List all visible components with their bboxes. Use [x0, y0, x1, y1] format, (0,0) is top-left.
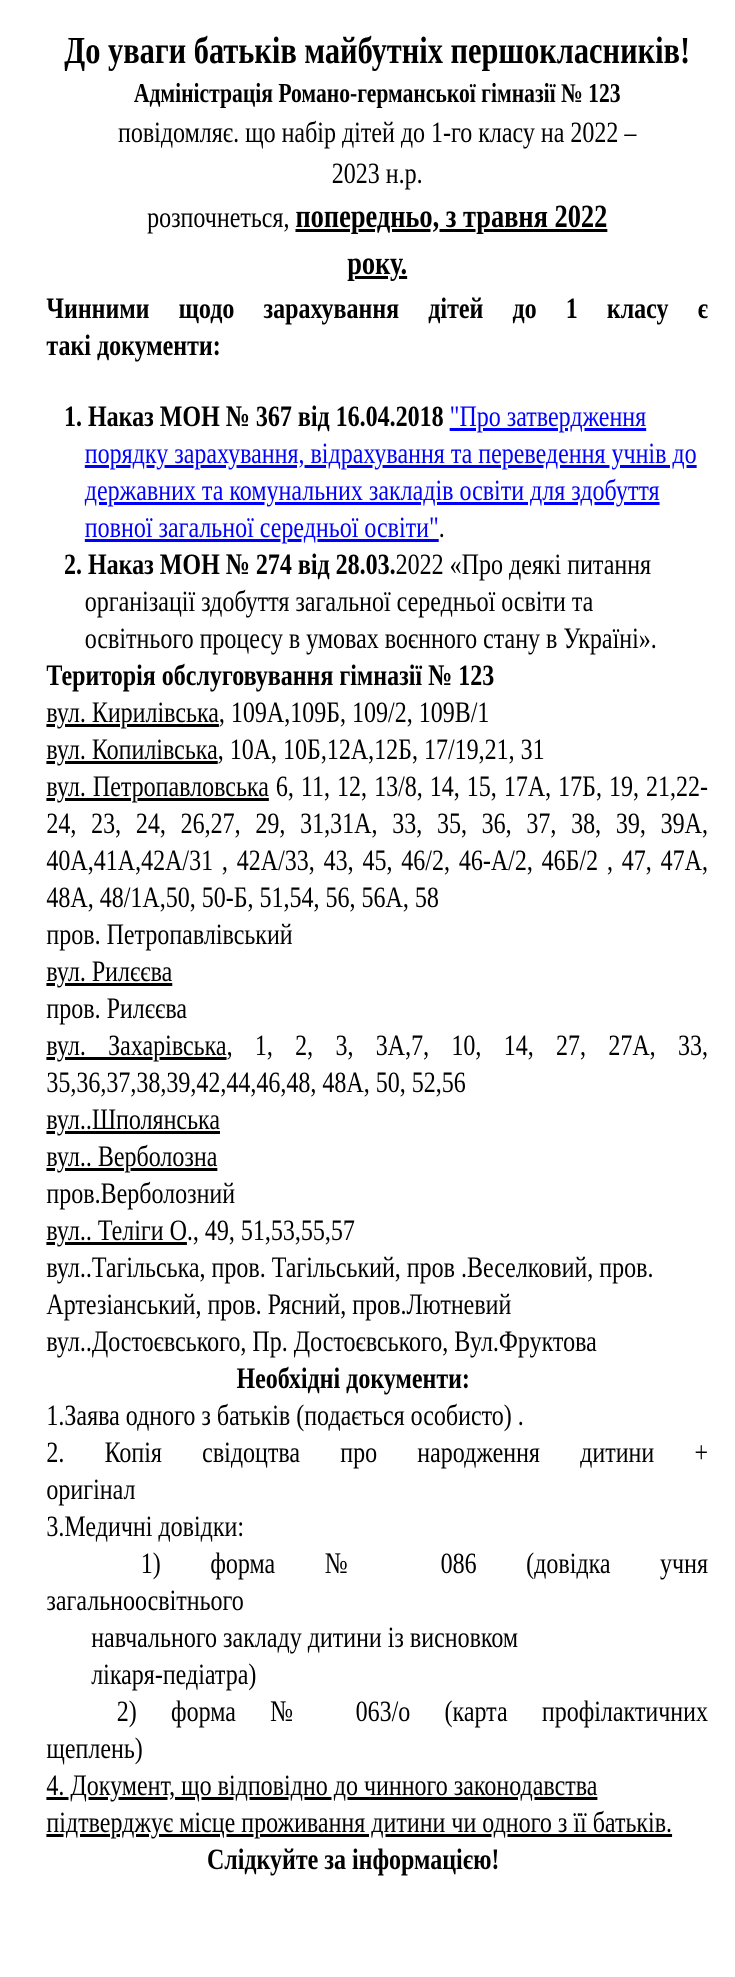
street-name: вул.. Верболозна [46, 1140, 218, 1173]
start-date-line-2 [46, 241, 708, 288]
document-content [0, 28, 735, 1878]
document-line: лікаря-педіатра) [91, 1658, 257, 1691]
street-line [46, 916, 708, 953]
documents-heading: Необхідні документи: [236, 1362, 470, 1395]
order-number: 1. [64, 400, 82, 433]
document-line: 3.Медичні довідки: [46, 1510, 245, 1543]
street-numbers: , 1, 2, 3, 3А,7, 10, 14, 27, 27А, 33, 35,36,37,38,39,42,44,46,48, 48А, 50, 52,56 [46, 1029, 708, 1099]
intro-line-2: такі документи: [46, 329, 221, 362]
order-367-link[interactable]: "Про затвердження порядку зарахування, відрахування та переведення учнів до державних та комунальних закладів освіти для здобуття повної загальної середньої освіти" [84, 400, 697, 544]
street-numbers: пров. Рилєєва [46, 992, 188, 1025]
street-line [46, 1138, 708, 1175]
announce-line-2: 2023 н.р. [331, 157, 423, 190]
street-numbers: пров.Верболозний [46, 1177, 236, 1210]
street-line [46, 694, 708, 731]
street-line [46, 1101, 708, 1138]
street-numbers: 6, 11, 12, 13/8, 14, 15, 17А, 17Б, 19, 21,22-24, 23, 24, 26,27, 29, 31,31А, 33, 35, 36, 37, 38, 39, 39А, 40А,41А,42А/31 , 42А/33, 43, 45, 46/2, 46-А/2, 46Б/2 , 47, 47А, 48А, 48/1А,50, 50-Б, 51,54, 56, 56А, 58 [46, 770, 708, 914]
territory-heading: Територія обслуговування гімназії № 123 [46, 659, 495, 692]
document-item-4: 4. Документ, що відповідно до чинного законодавства підтверджує місце проживання дитини чи одного з її батьків. [46, 1769, 673, 1839]
street-name: вул.. Теліги О [46, 1214, 187, 1247]
document-line: 2) форма № 063/о (карта профілактичних [116, 1695, 709, 1728]
document-line: 1) форма № 086 (довідка учня [140, 1547, 709, 1580]
street-numbers: ., 49, 51,53,55,57 [186, 1214, 355, 1247]
footer-note: Слідкуйте за інформацією! [206, 1843, 500, 1876]
order-274-title: Наказ МОН № 274 від 28.03. [88, 548, 396, 581]
street-name: вул. Рилєєва [46, 955, 173, 988]
street-line [46, 731, 708, 768]
street-name: вул. Кирилівська [46, 696, 219, 729]
intro-line-1: Чинними щодо зарахування дітей до 1 класу є [46, 292, 708, 325]
street-name: вул. Копилівська [46, 733, 218, 766]
street-line [46, 1027, 708, 1101]
street-line [46, 1323, 708, 1360]
document-line: навчального закладу дитини із висновком [91, 1621, 519, 1654]
document-line: загальноосвітнього [46, 1584, 244, 1617]
street-line [46, 1175, 708, 1212]
order-number: 2. [64, 548, 82, 581]
documents-list [46, 1397, 708, 1767]
streets-list [46, 694, 708, 1360]
order-367-title: Наказ МОН № 367 від 16.04.2018 [88, 400, 450, 433]
announce-line-1: повідомляє. що набір дітей до 1-го класу на 2022 – [118, 116, 637, 149]
street-line [46, 1212, 708, 1249]
street-line [46, 953, 708, 990]
start-date-emphasis: попередньо, з травня 2022 [295, 199, 608, 235]
start-prefix: розпочнеться, [147, 201, 296, 234]
street-numbers: , 109А,109Б, 109/2, 109В/1 [218, 696, 490, 729]
street-numbers: , 10А, 10Б,12А,12Б, 17/19,21, 31 [217, 733, 545, 766]
street-line [46, 1249, 708, 1323]
document-line: щеплень) [46, 1732, 143, 1765]
orders-list [46, 398, 708, 657]
street-name: вул. Петропавловська [46, 770, 269, 803]
document-line: оригінал [46, 1473, 136, 1506]
page-subtitle: Адміністрація Романо-германської гімназії № 123 [133, 78, 621, 108]
order-274-text: 2022 «Про деякі питання організації здобуття загальної середньої освіти та освітнього процесу в умовах воєнного стану в Україні». [84, 548, 657, 655]
street-numbers: пров. Петропавлівський [46, 918, 293, 951]
start-date-emphasis-2: року. [347, 246, 408, 282]
order-item-367 [46, 398, 708, 546]
street-name: вул. Захарівська [46, 1029, 227, 1062]
street-line [46, 768, 708, 916]
order-item-274 [46, 546, 708, 657]
document-line: 2. Копія свідоцтва про народження дитини + [46, 1436, 708, 1469]
street-name: вул..Шполянська [46, 1103, 220, 1136]
street-numbers: вул..Тагільська, пров. Тагільський, пров .Веселковий, пров. Артезіанський, пров. Рясний, пров.Лютневий [46, 1251, 654, 1321]
street-numbers: вул..Достоєвського, Пр. Достоєвського, Вул.Фруктова [46, 1325, 597, 1358]
document-line: 1.Заява одного з батьків (подається особисто) . [46, 1399, 524, 1432]
page-title: До уваги батьків майбутніх першокласників! [64, 30, 691, 72]
start-date-line [46, 194, 708, 241]
street-line [46, 990, 708, 1027]
order-367-suffix: . [438, 511, 445, 544]
